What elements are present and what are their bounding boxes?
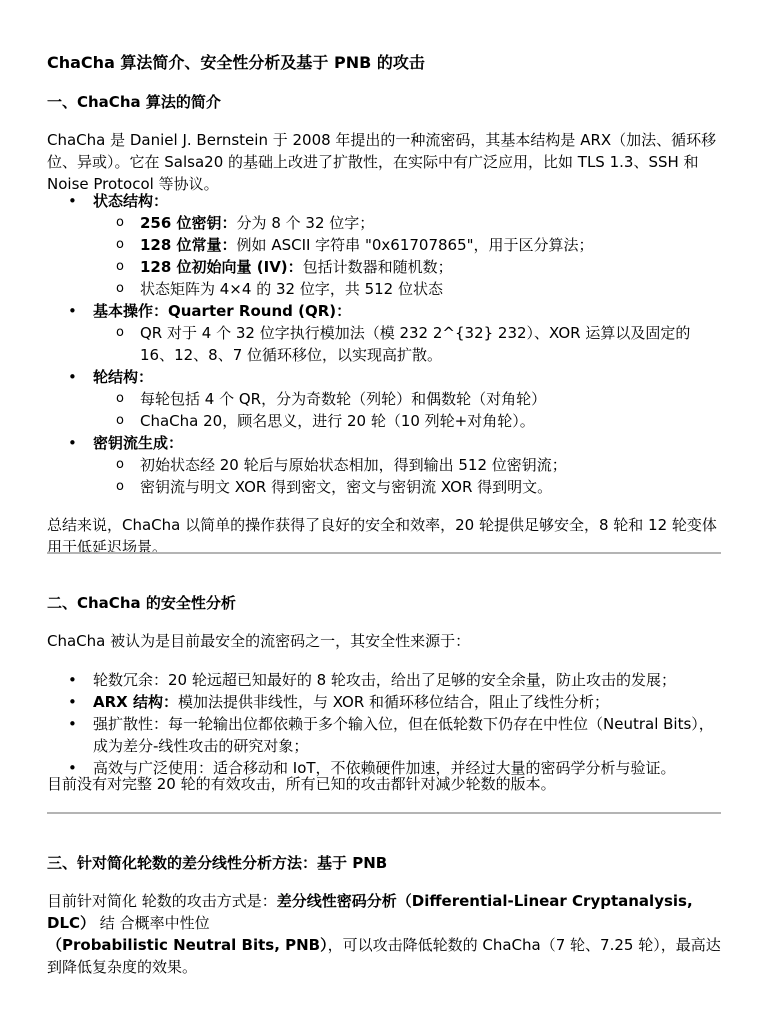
list-item-text: 高效与广泛使用：适合移动和 IoT，不依赖硬件加速，并经过大量的密码学分析与验证。 [93, 759, 676, 777]
sub-item-bold: 128 位常量： [140, 236, 237, 254]
bullet-label: 基本操作：Quarter Round (QR)： [93, 302, 352, 320]
sub-item-bold: 128 位初始向量 (IV)： [140, 258, 303, 276]
sub-item-text: 密钥流与明文 XOR 得到密文，密文与密钥流 XOR 得到明文。 [140, 478, 553, 496]
section-heading-pnb-attack: 三、针对简化轮数的差分线性分析方法：基于 PNB [47, 854, 388, 872]
sub-item [93, 322, 723, 366]
section2-bullet-list [47, 669, 723, 779]
sub-item-text: 初始状态经 20 轮后与原始状态相加，得到输出 512 位密钥流； [140, 456, 567, 474]
section-divider [47, 552, 721, 554]
list-item [47, 691, 723, 713]
sub-item [93, 476, 723, 498]
sub-item-text: 包括计数器和随机数； [302, 258, 453, 276]
bullet-label: 状态结构： [93, 192, 169, 210]
document-title: ChaCha 算法简介、安全性分析及基于 PNB 的攻击 [47, 53, 425, 72]
sub-item-text: 状态矩阵为 4×4 的 32 位字，共 512 位状态 [140, 280, 443, 298]
section2-summary-paragraph: 目前没有对完整 20 轮的有效攻击，所有已知的攻击都针对减少轮数的版本。 [47, 775, 556, 793]
sub-item-text: QR 对于 4 个 32 位字执行模加法（模 232 2^{32} 232）、XOR 运算以及固定的 16、12、8、7 位循环移位，以实现高扩散。 [140, 324, 691, 364]
list-item-text: 模加法提供非线性，与 XOR 和循环移位结合，阻止了线性分析； [177, 693, 610, 711]
sub-list [93, 212, 723, 300]
list-item [47, 669, 723, 691]
section3-text: 目前针对简化 轮数的攻击方式是： [47, 892, 277, 910]
section3-paragraph [47, 890, 723, 978]
list-item [47, 713, 723, 757]
section3-bold-term: 差分线性密码分析（Differential-Linear Cryptanalysis, DLC） [47, 892, 693, 932]
sub-list [93, 388, 723, 432]
section1-bullet-list [47, 190, 723, 498]
section2-intro-paragraph: ChaCha 被认为是目前最安全的流密码之一，其安全性来源于： [47, 632, 471, 650]
section-divider [47, 812, 721, 814]
section1-summary-paragraph: 总结来说，ChaCha 以简单的操作获得了良好的安全和效率，20 轮提供足够安全，8 轮和 12 轮变体用于低延迟场景。 [47, 516, 717, 556]
section3-text: 结 合概率中性位 [95, 914, 210, 932]
sub-item [93, 212, 723, 234]
list-item-bold: ARX 结构： [93, 693, 178, 711]
section-heading-intro: 一、ChaCha 算法的简介 [47, 93, 221, 111]
sub-list [93, 322, 723, 366]
section3-text: ，可以攻击降低轮数的 ChaCha（7 轮、7.25 轮），最高达到降低复杂度的效果。 [47, 936, 721, 976]
list-item-text: 轮数冗余：20 轮远超已知最好的 8 轮攻击，给出了足够的安全余量，防止攻击的发展； [93, 671, 676, 689]
list-item-text: 强扩散性：每一轮输出位都依赖于多个输入位，但在低轮数下仍存在中性位（Neutral Bits），成为差分-线性攻击的研究对象； [93, 715, 714, 755]
sub-item [93, 278, 723, 300]
sub-item-text: 每轮包括 4 个 QR，分为奇数轮（列轮）和偶数轮（对角轮） [140, 390, 547, 408]
bullet-round-structure [47, 366, 723, 432]
sub-item-text: 例如 ASCII 字符串 "0x61707865"，用于区分算法； [236, 236, 594, 254]
sub-item-text: 分为 8 个 32 位字； [236, 214, 375, 232]
sub-item [93, 410, 723, 432]
sub-item [93, 454, 723, 476]
section-heading-security: 二、ChaCha 的安全性分析 [47, 594, 236, 612]
sub-item [93, 256, 723, 278]
bullet-state-structure [47, 190, 723, 300]
sub-item [93, 234, 723, 256]
sub-item [93, 388, 723, 410]
bullet-keystream-generation [47, 432, 723, 498]
bullet-label: 密钥流生成： [93, 434, 184, 452]
bullet-quarter-round [47, 300, 723, 366]
section1-intro-paragraph: ChaCha 是 Daniel J. Bernstein 于 2008 年提出的一种流密码，其基本结构是 ARX（加法、循环移位、异或）。它在 Salsa20 的基础上改进了扩散性，在实际中有广泛应用，比如 TLS 1.3、SSH 和 Noise Protocol 等协议。 [47, 131, 717, 193]
bullet-label: 轮结构： [93, 368, 154, 386]
sub-item-text: ChaCha 20，顾名思义，进行 20 轮（10 列轮+对角轮）。 [140, 412, 535, 430]
section3-bold-term: （Probabilistic Neutral Bits, PNB） [47, 936, 328, 954]
sub-list [93, 454, 723, 498]
sub-item-bold: 256 位密钥： [140, 214, 237, 232]
